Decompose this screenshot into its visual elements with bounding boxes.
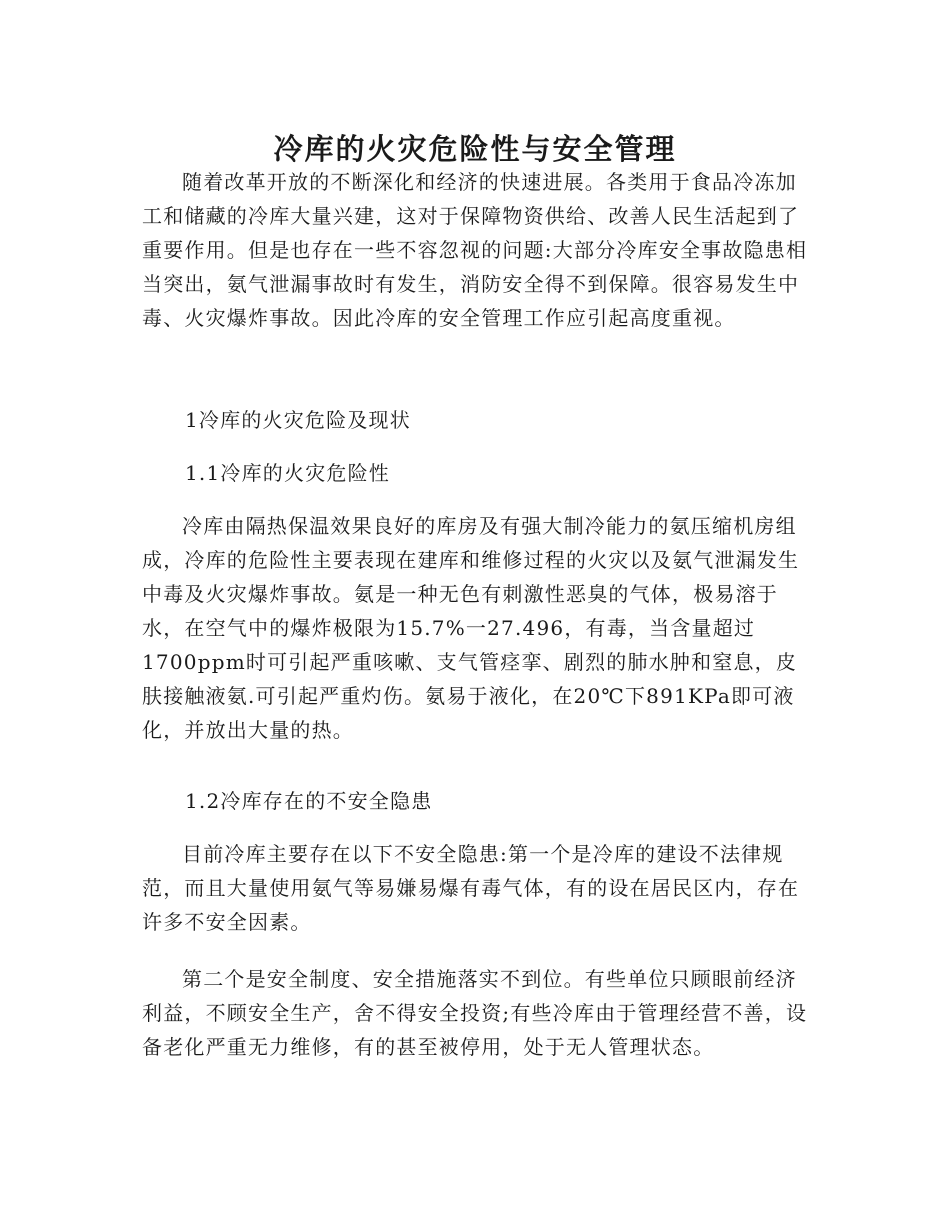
intro-paragraph: 随着改革开放的不断深化和经济的快速进展。各类用于食品冷冻加工和储藏的冷库大量兴建，这对于保障物资供给、改善人民生活起到了重要作用。但是也存在一些不容忽视的问题:大部分冷库安全事故隐患相当突出，氨气泄漏事故时有发生，消防安全得不到保障。很容易发生中毒、火灾爆炸事故。因此冷库的安全管理工作应引起高度重视。 (142, 170, 808, 330)
section-1-2-paragraph-2: 第二个是安全制度、安全措施落实不到位。有些单位只顾眼前经济利益，不顾安全生产，舍不得安全投资;有些冷库由于管理经营不善，设备老化严重无力维修，有的甚至被停用，处于无人管理状态。 (142, 967, 808, 1059)
section-heading-1-2: 1.2冷库存在的不安全隐患 (185, 789, 433, 813)
section-heading-1: 1冷库的火灾危险及现状 (185, 408, 411, 432)
document-title: 冷库的火灾危险性与安全管理 (273, 132, 677, 167)
section-heading-1-1: 1.1冷库的火灾危险性 (185, 461, 391, 485)
section-1-2-paragraph-1: 目前冷库主要存在以下不安全隐患:第一个是冷库的建设不法律规范，而且大量使用氨气等易嫌易爆有毒气体，有的设在居民区内，存在许多不安全因素。 (142, 842, 800, 934)
section-1-1-paragraph: 冷库由隔热保温效果良好的库房及有强大制冷能力的氨压缩机房组成，冷库的危险性主要表现在建库和维修过程的火灾以及氨气泄漏发生中毒及火灾爆炸事故。氨是一种无色有刺激性恶臭的气体，极易溶于水，在空气中的爆炸极限为15.7%一27.496，有毒，当含量超过1700ppm时可引起严重咳嗽、支气管痉挛、剧烈的肺水肿和窒息，皮肤接触液氨.可引起严重灼伤。氨易于液化，在20℃下891KPa即可液化，并放出大量的热。 (142, 514, 800, 742)
